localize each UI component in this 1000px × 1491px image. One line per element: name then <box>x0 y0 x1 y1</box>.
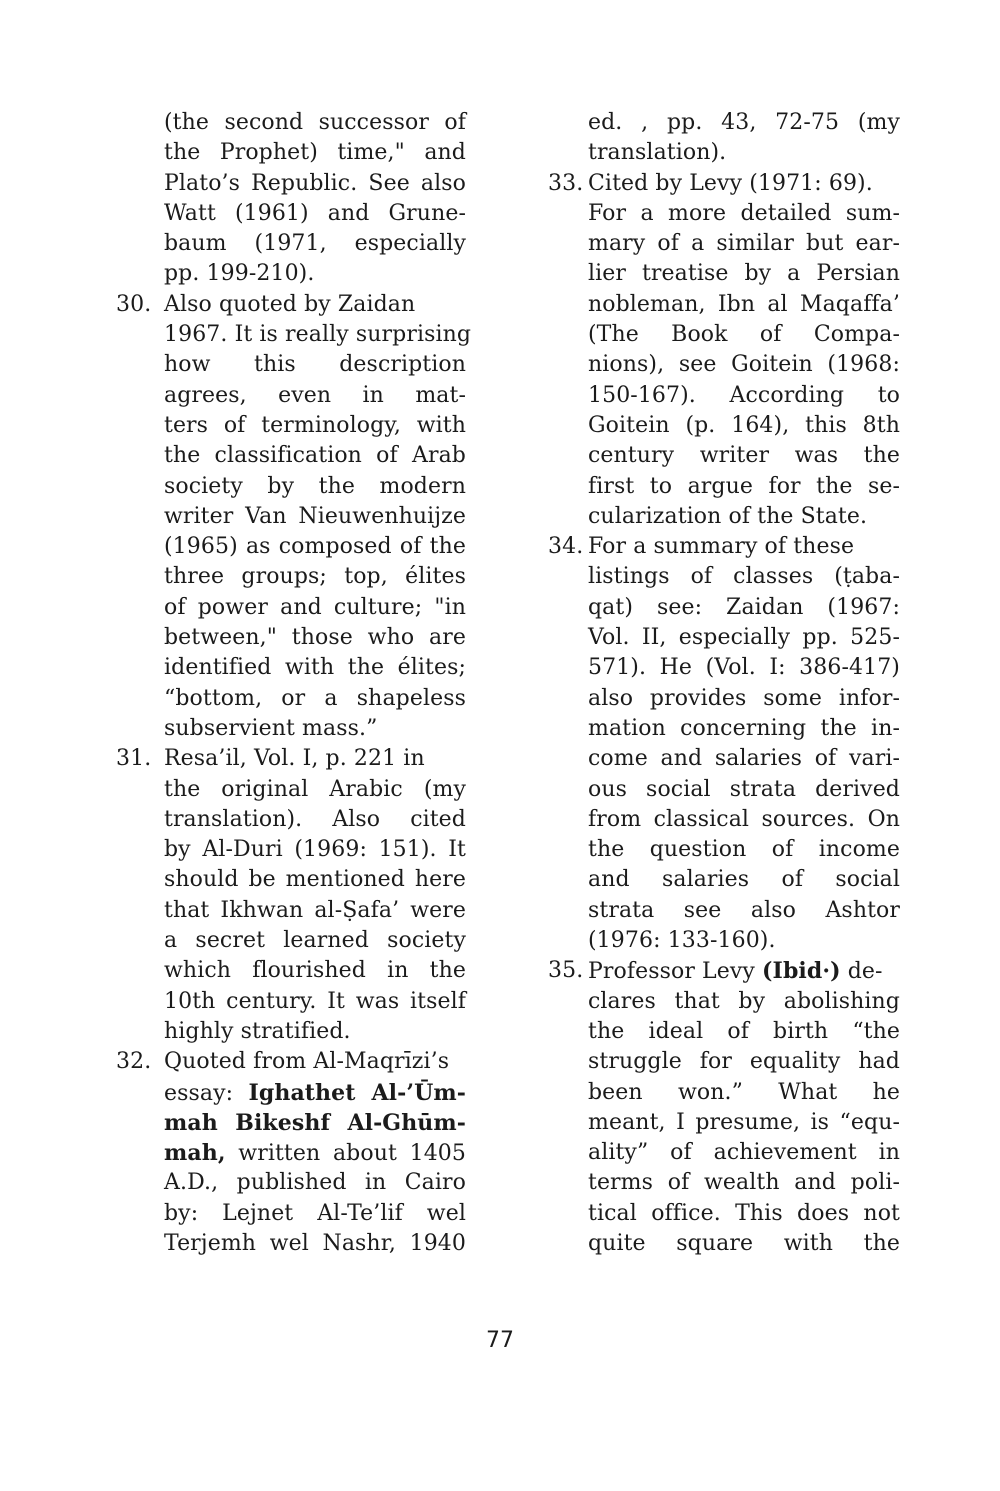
line-text: ous social strata derived <box>588 776 900 802</box>
line-text: Terjemh wel Nashr, 1940 <box>164 1230 466 1256</box>
line-text: of power and culture; "in <box>164 594 466 620</box>
line-text: lier treatise by a Persian <box>588 261 900 287</box>
text-line <box>116 956 470 986</box>
line-text: cularization of the State. <box>588 503 868 529</box>
text-line <box>116 169 470 199</box>
line-text: agrees, even in mat- <box>164 382 466 408</box>
text-line <box>548 1078 904 1108</box>
line-text: and salaries of social <box>588 867 900 893</box>
line-text: a secret learned society <box>164 928 466 954</box>
line-text: how this description <box>164 352 466 378</box>
text-line <box>116 865 470 895</box>
text-line <box>116 623 470 653</box>
bold-title: Ighathet Al-’Ūm- <box>248 1079 466 1106</box>
page-number: 77 <box>486 1328 514 1353</box>
text-line <box>548 744 904 774</box>
text-line <box>548 1199 904 1229</box>
bold-title: (Ibid·) <box>762 958 841 985</box>
line-text: first to argue for the se- <box>588 473 900 499</box>
text-line <box>548 472 904 502</box>
text-segment: written about 1405 <box>225 1141 466 1167</box>
text-line <box>548 1168 904 1198</box>
line-text: the ideal of birth “the <box>588 1018 900 1044</box>
line-text: the original Arabic (my <box>164 776 466 802</box>
line-text: three groups; top, élites <box>164 564 466 590</box>
line-text: tical office. This does not <box>588 1200 900 1226</box>
line-text: writer Van Nieuwenhuijze <box>164 503 466 529</box>
line-text: nions), see Goitein (1968: <box>588 352 900 378</box>
text-line <box>548 169 904 199</box>
text-line <box>548 714 904 744</box>
line-text: nobleman, Ibn al Maqaffa’ <box>588 291 900 317</box>
line-text: ed. , pp. 43, 72-75 (my <box>588 110 900 135</box>
line-text: mary of a similar but ear- <box>588 231 900 257</box>
line-text: mation concerning the in- <box>588 715 900 741</box>
line-text: (1965) as composed of the <box>164 534 466 560</box>
line-text: Plato’s Republic. See also <box>164 170 466 196</box>
footnote-number: 30. <box>116 291 152 317</box>
text-line <box>548 593 904 623</box>
text-line <box>548 532 904 562</box>
line-text: Also quoted by Zaidan <box>164 291 416 317</box>
left-column <box>116 108 470 1259</box>
bold-title: mah Bikeshf Al-Ghūm- <box>164 1109 466 1136</box>
line-text: “bottom, or a shapeless <box>164 685 466 711</box>
text-segment: essay: <box>164 1080 249 1106</box>
text-line <box>116 199 470 229</box>
line-text: meant, I presume, is “equ- <box>588 1109 900 1135</box>
line-text: struggle for equality had <box>588 1049 900 1075</box>
line-text: baum (1971, especially <box>164 231 466 257</box>
line-text: been won.” What he <box>588 1079 900 1105</box>
text-line <box>116 775 470 805</box>
text-line <box>548 653 904 683</box>
line-text <box>164 1047 466 1077</box>
line-text: strata see also Ashtor <box>588 897 900 923</box>
line-text: should be mentioned here <box>164 867 466 893</box>
line-text: pp. 199-210). <box>164 261 315 287</box>
text-line <box>116 896 470 926</box>
footnote-number: 33. <box>548 170 584 196</box>
line-text: qat) see: Zaidan (1967: <box>588 594 900 620</box>
text-line <box>116 472 470 502</box>
text-line <box>548 290 904 320</box>
text-segment: de- <box>840 959 883 985</box>
text-line <box>116 835 470 865</box>
line-text: identified with the élites; <box>164 655 466 681</box>
line-text: by Al-Duri (1969: 151). It <box>164 837 466 863</box>
text-line <box>548 1017 904 1047</box>
text-line <box>548 865 904 895</box>
text-line <box>116 562 470 592</box>
line-text <box>164 1108 466 1139</box>
text-line <box>116 138 470 168</box>
line-text: (1976: 133-160). <box>588 928 776 954</box>
line-text: For a more detailed sum- <box>588 200 900 226</box>
text-line <box>116 684 470 714</box>
text-line <box>548 108 904 138</box>
line-text: translation). Also cited <box>164 806 466 832</box>
line-text: society by the modern <box>164 473 466 499</box>
text-line <box>116 926 470 956</box>
text-line <box>116 411 470 441</box>
line-text: listings of classes (ṭaba- <box>588 564 900 590</box>
text-line <box>116 1108 470 1138</box>
line-text: Cited by Levy (1971: 69). <box>588 170 873 196</box>
line-text: ality” of achievement in <box>588 1140 900 1166</box>
line-text: the question of income <box>588 837 900 863</box>
text-line <box>116 532 470 562</box>
line-text: that Ikhwan al-Ṣafa’ were <box>164 897 466 923</box>
line-text: quite square with the <box>588 1230 900 1256</box>
text-line <box>548 775 904 805</box>
text-line <box>548 1108 904 1138</box>
footnote-number: 34. <box>548 534 584 560</box>
line-text: A.D., published in Cairo <box>164 1170 466 1196</box>
line-text: Goitein (p. 164), this 8th <box>588 412 900 438</box>
line-text: subservient mass.” <box>164 715 378 741</box>
text-line <box>548 381 904 411</box>
text-line <box>116 108 470 138</box>
text-line <box>116 259 470 289</box>
text-line <box>548 1229 904 1259</box>
text-line <box>116 1229 470 1259</box>
line-text: century writer was the <box>588 443 900 469</box>
text-line <box>548 229 904 259</box>
text-line <box>548 805 904 835</box>
line-text: (The Book of Compa- <box>588 322 900 348</box>
text-line <box>548 926 904 956</box>
text-line <box>116 502 470 532</box>
text-line <box>116 441 470 471</box>
line-text: Resa’il, Vol. I, p. 221 in <box>164 746 425 772</box>
line-text: from classical sources. On <box>588 806 900 832</box>
text-line <box>548 441 904 471</box>
footnote-number: 35. <box>548 958 584 984</box>
text-line <box>116 1017 470 1047</box>
text-line <box>116 744 470 774</box>
text-line <box>116 1168 470 1198</box>
line-text: For a summary of these <box>588 534 855 560</box>
line-text: 1967. It is really surprising <box>164 322 472 348</box>
text-line <box>116 1199 470 1229</box>
line-text <box>164 1138 466 1169</box>
text-line <box>548 502 904 532</box>
text-line <box>116 1047 470 1077</box>
footnote-number: 31. <box>116 746 152 772</box>
text-line <box>548 684 904 714</box>
line-text: 571). He (Vol. I: 386-417) <box>588 655 900 681</box>
text-line <box>116 987 470 1017</box>
line-text: between," those who are <box>164 625 466 651</box>
line-text: 10th century. It was itself <box>164 988 466 1014</box>
text-line <box>116 805 470 835</box>
text-line <box>548 1138 904 1168</box>
text-line <box>116 290 470 320</box>
text-line <box>548 259 904 289</box>
line-text: ters of terminology, with <box>164 412 466 438</box>
line-text: come and salaries of vari- <box>588 746 900 772</box>
text-line <box>548 562 904 592</box>
text-line <box>548 835 904 865</box>
line-text: also provides some infor- <box>588 685 900 711</box>
line-text: (the second successor of <box>164 110 466 135</box>
text-line <box>116 229 470 259</box>
text-line <box>548 411 904 441</box>
text-line <box>116 381 470 411</box>
line-text: clares that by abolishing <box>588 988 900 1014</box>
text-line <box>116 320 470 350</box>
text-line <box>116 1078 470 1108</box>
text-segment: Quoted from Al-Maqrīzi’s <box>164 1049 450 1075</box>
line-text: Watt (1961) and Grune- <box>164 200 466 226</box>
text-line <box>548 623 904 653</box>
bold-title: mah, <box>164 1140 226 1167</box>
line-text: highly stratified. <box>164 1018 351 1044</box>
text-line <box>116 593 470 623</box>
text-line <box>548 350 904 380</box>
text-line <box>548 987 904 1017</box>
line-text: terms of wealth and poli- <box>588 1170 900 1196</box>
text-line <box>548 138 904 168</box>
line-text: translation). <box>588 140 727 166</box>
text-line <box>548 320 904 350</box>
line-text <box>164 1078 466 1109</box>
line-text <box>588 956 900 987</box>
line-text: the classification of Arab <box>164 443 466 469</box>
line-text: by: Lejnet Al-Te’lif wel <box>164 1200 466 1226</box>
text-segment: Professor Levy <box>588 959 763 985</box>
footnote-number: 32. <box>116 1049 152 1075</box>
right-column <box>548 108 904 1259</box>
text-line <box>116 1138 470 1168</box>
text-line <box>548 1047 904 1077</box>
text-line <box>548 896 904 926</box>
text-line <box>116 714 470 744</box>
text-line <box>548 956 904 986</box>
text-line <box>116 653 470 683</box>
line-text: 150-167). According to <box>588 382 900 408</box>
line-text: the Prophet) time," and <box>164 140 466 166</box>
text-line <box>548 199 904 229</box>
line-text: Vol. II, especially pp. 525- <box>588 625 900 651</box>
line-text: which flourished in the <box>164 958 466 984</box>
text-line <box>116 350 470 380</box>
